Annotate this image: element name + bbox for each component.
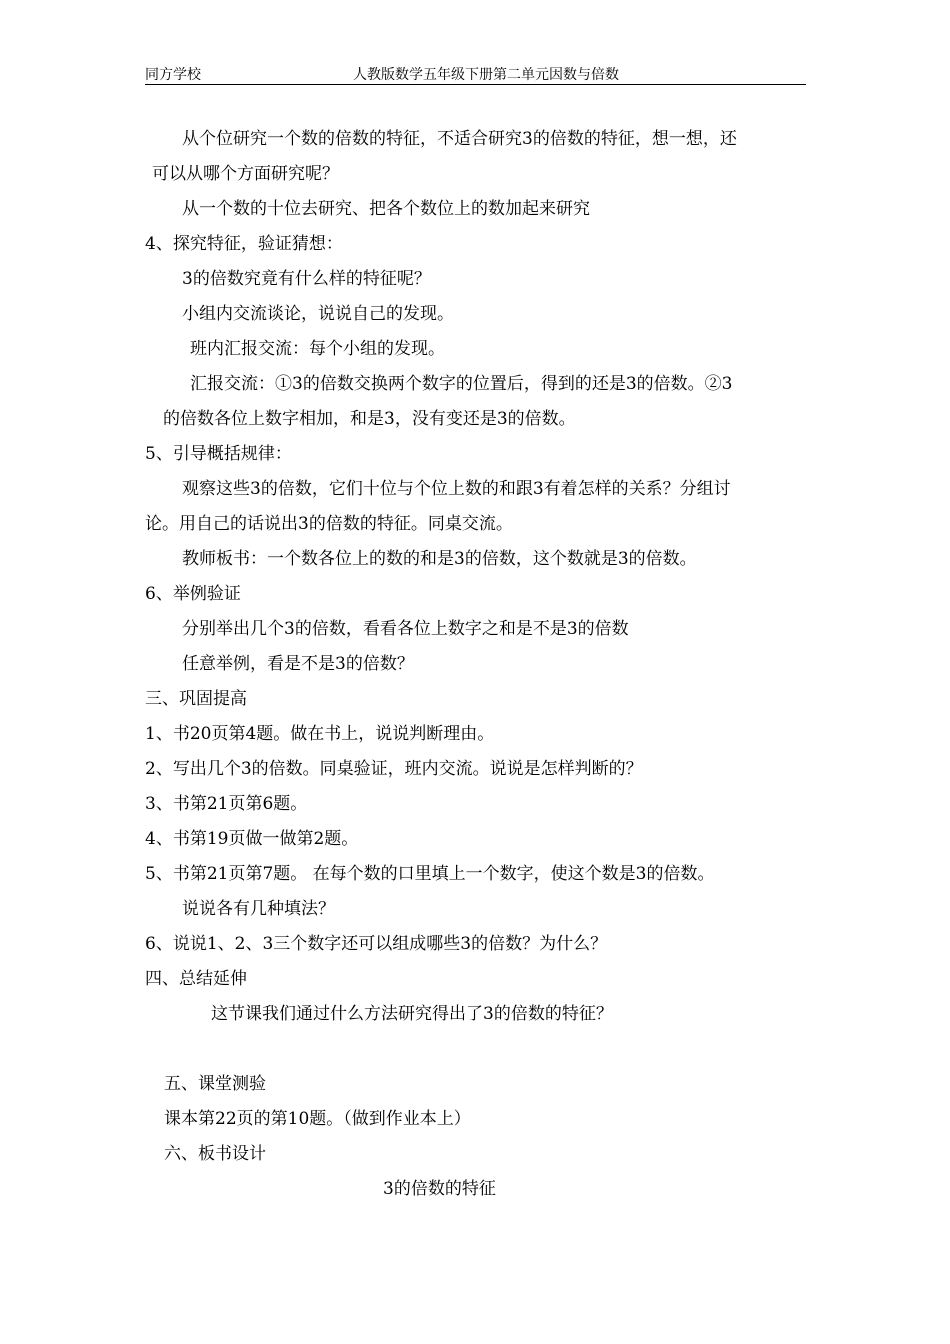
section-heading: 六、板书设计 [164, 1144, 266, 1164]
paragraph-line: 的倍数各位上数字相加，和是3，没有变还是3的倍数。 [163, 409, 576, 429]
section-heading: 6、举例验证 [145, 584, 241, 604]
list-item: 3、书第21页第6题。 [145, 794, 308, 814]
section-heading: 5、引导概括规律： [145, 444, 292, 464]
header-course-title: 人教版数学五年级下册第二单元因数与倍数 [353, 67, 619, 83]
list-item: 6、说说1、2、3三个数字还可以组成哪些3的倍数？为什么？ [145, 934, 608, 954]
header-divider [145, 84, 806, 85]
list-item: 1、书20页第4题。做在书上，说说判断理由。 [145, 724, 495, 744]
list-item: 4、书第19页做一做第2题。 [145, 829, 359, 849]
paragraph-line: 从一个数的十位去研究、把各个数位上的数加起来研究 [182, 199, 590, 219]
paragraph-line: 这节课我们通过什么方法研究得出了3的倍数的特征？ [211, 1004, 613, 1024]
paragraph-line: 汇报交流：①3的倍数交换两个数字的位置后，得到的还是3的倍数。②3 [190, 374, 733, 394]
section-heading: 五、课堂测验 [164, 1074, 266, 1094]
section-heading: 4、探究特征，验证猜想： [145, 234, 343, 254]
paragraph-line: 3的倍数究竟有什么样的特征呢？ [182, 269, 431, 289]
paragraph-line: 小组内交流谈论，说说自己的发现。 [182, 304, 454, 324]
section-heading: 三、巩固提高 [145, 689, 247, 709]
paragraph-line: 观察这些3的倍数，它们十位与个位上数的和跟3有着怎样的关系？分组讨 [182, 479, 731, 499]
paragraph-line: 班内汇报交流：每个小组的发现。 [190, 339, 445, 359]
list-item: 5、书第21页第7题。 在每个数的口里填上一个数字，使这个数是3的倍数。 [145, 864, 715, 884]
paragraph-line: 从个位研究一个数的倍数的特征，不适合研究3的倍数的特征，想一想，还 [182, 129, 737, 149]
paragraph-line: 说说各有几种填法？ [182, 899, 335, 919]
board-design-title: 3的倍数的特征 [383, 1179, 496, 1199]
paragraph-line: 可以从哪个方面研究呢？ [152, 164, 339, 184]
paragraph-line: 课本第22页的第10题。（做到作业本上） [164, 1109, 471, 1129]
paragraph-line: 任意举例，看是不是3的倍数？ [182, 654, 414, 674]
header-school: 同方学校 [145, 67, 201, 83]
paragraph-line: 论。用自己的话说出3的倍数的特征。同桌交流。 [145, 514, 513, 534]
paragraph-line: 教师板书：一个数各位上的数的和是3的倍数，这个数就是3的倍数。 [182, 549, 697, 569]
section-heading: 四、总结延伸 [145, 969, 247, 989]
paragraph-line: 分别举出几个3的倍数，看看各位上数字之和是不是3的倍数 [182, 619, 629, 639]
list-item: 2、写出几个3的倍数。同桌验证，班内交流。说说是怎样判断的？ [145, 759, 643, 779]
